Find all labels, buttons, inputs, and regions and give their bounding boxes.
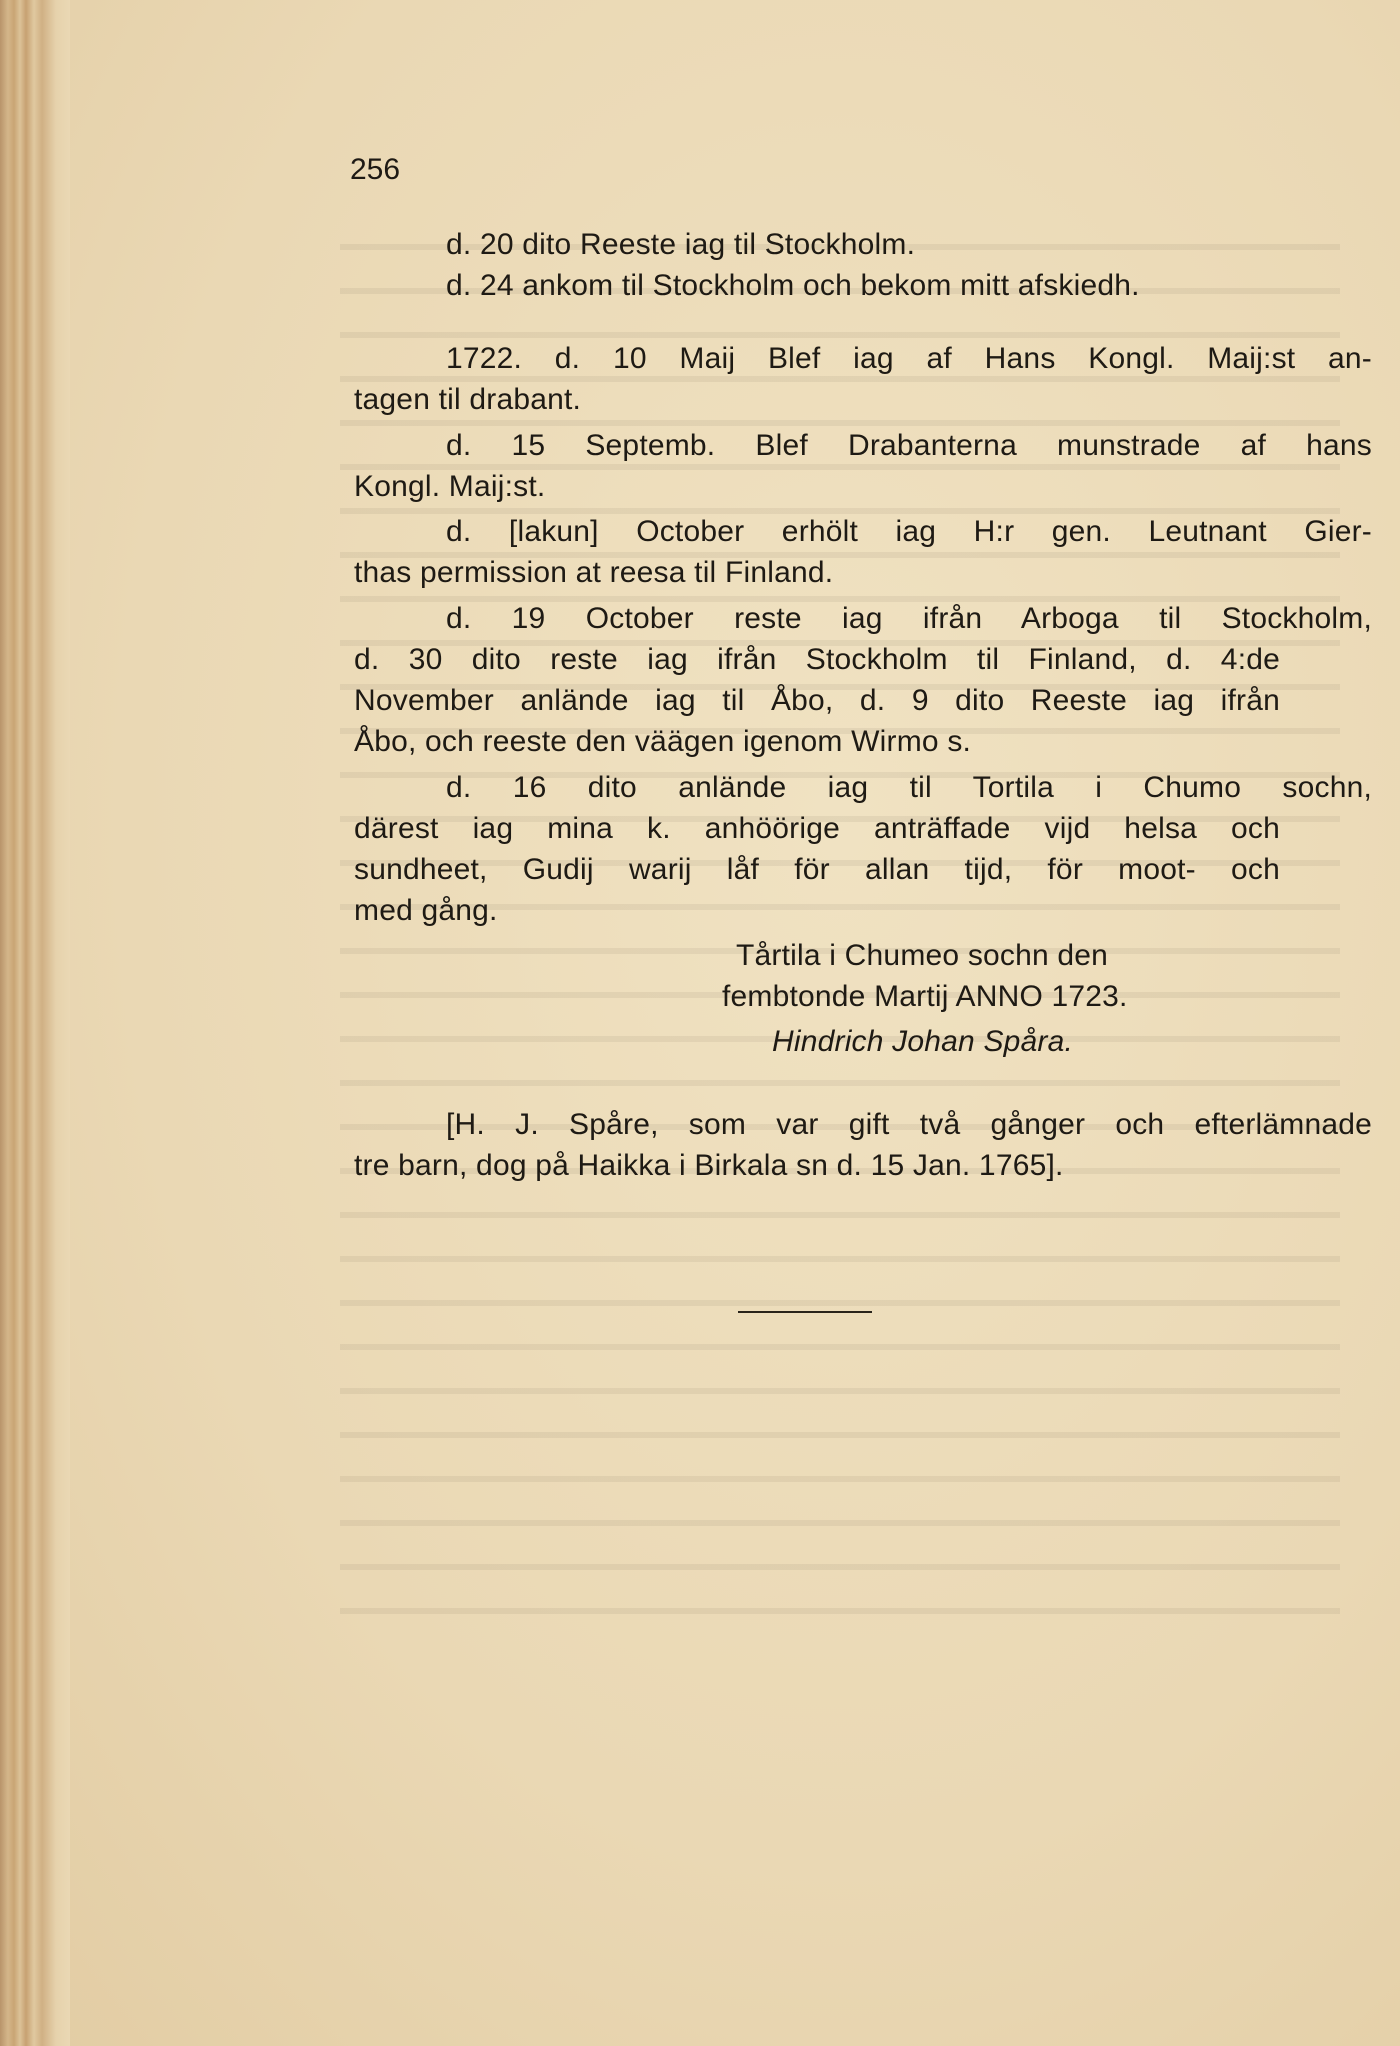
page-number: 256 [350, 153, 401, 186]
text-line: Kongl. Maij:st. [354, 470, 546, 503]
text-line: tagen til drabant. [354, 383, 582, 416]
text-line: thas permission at reesa til Finland. [354, 556, 834, 589]
editor-note-line: tre barn, dog på Haikka i Birkala sn d. 15 Jan. 1765]. [354, 1149, 1064, 1182]
text-line: d. 20 dito Reeste iag til Stockholm. [446, 228, 916, 261]
signature-place-line: Tårtila i Chumeo sochn den [736, 939, 1109, 972]
text-line: 1722. d. 10 Maij Blef iag af Hans Kongl. Maij:st an- [446, 342, 1372, 375]
text-line: sundheet, Gudij warij låf för allan tijd, för moot- och [354, 853, 1280, 886]
text-line: November anlände iag til Åbo, d. 9 dito Reeste iag ifrån [354, 684, 1280, 717]
editor-note-line: [H. J. Spåre, som var gift två gånger och efterlämnade [446, 1108, 1372, 1141]
text-line: d. 30 dito reste iag ifrån Stockholm til Finland, d. 4:de [354, 643, 1280, 676]
text-line: d. 15 Septemb. Blef Drabanterna munstrade af hans [446, 429, 1372, 462]
text-line: därest iag mina k. anhöörige anträffade vijd helsa och [354, 812, 1280, 845]
book-gutter [0, 0, 70, 2046]
signature-name: Hindrich Johan Spåra. [772, 1025, 1074, 1058]
text-line: d. [lakun] October erhölt iag H:r gen. Leutnant Gier- [446, 515, 1372, 548]
section-end-rule [738, 1311, 872, 1313]
signature-date-line: fembtonde Martij ANNO 1723. [722, 980, 1128, 1013]
text-line: Åbo, och reeste den väägen igenom Wirmo s. [354, 725, 972, 758]
text-line: d. 19 October reste iag ifrån Arboga til Stockholm, [446, 602, 1372, 635]
text-line: d. 24 ankom til Stockholm och bekom mitt afskiedh. [446, 269, 1140, 302]
text-line: d. 16 dito anlände iag til Tortila i Chumo sochn, [446, 771, 1372, 804]
text-line: med gång. [354, 894, 498, 927]
